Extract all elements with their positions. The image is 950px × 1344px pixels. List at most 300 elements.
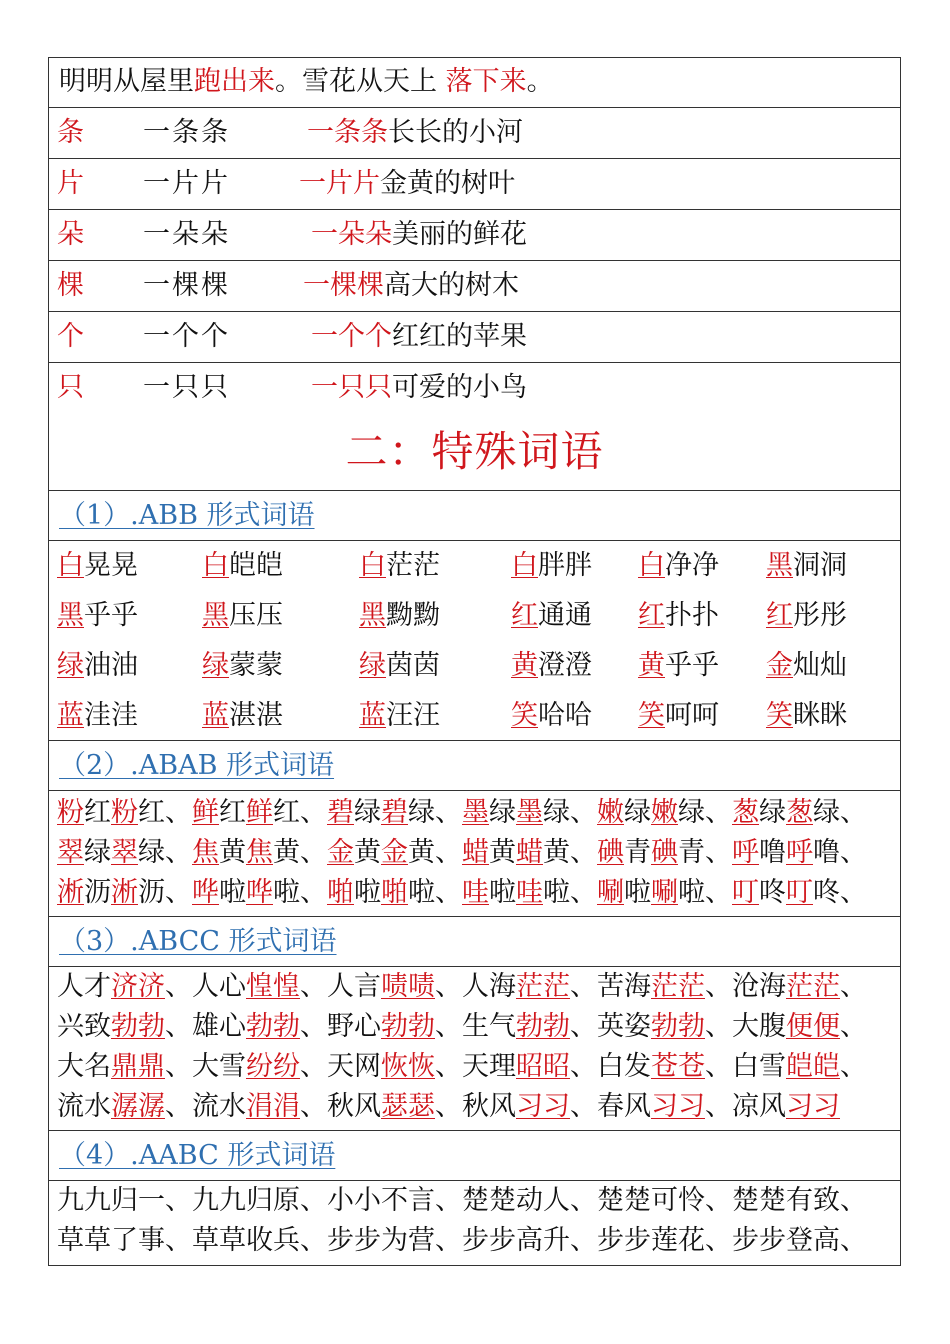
sentence-part: 明明从屋里	[59, 66, 194, 97]
aabc-word: 九九归原	[192, 1185, 300, 1216]
abb-word	[359, 541, 440, 591]
abab-word-a: 墨	[516, 797, 543, 828]
abab-word-b: 啦	[408, 877, 435, 908]
abb-word-head: 绿	[57, 650, 84, 681]
abcc-line	[57, 1047, 900, 1087]
measure-phrase-red: 一条条	[307, 117, 388, 148]
abab-word-b: 绿	[678, 797, 705, 828]
measure-phrase	[303, 261, 519, 310]
measure-repeat: 一片片	[143, 168, 230, 199]
aabc-word: 步步为营	[327, 1225, 435, 1256]
abb-word-head: 绿	[202, 650, 229, 681]
abab-word-a: 啪	[381, 877, 408, 908]
separator: 、	[705, 1225, 732, 1256]
abcc-subheading	[49, 917, 900, 967]
abb-word	[638, 641, 719, 691]
abb-word-tail: 洞洞	[793, 550, 847, 581]
abab-word-a: 焦	[192, 837, 219, 868]
separator: 、	[705, 837, 732, 868]
abcc-line	[57, 1007, 900, 1047]
abab-word-b: 啦	[678, 877, 705, 908]
separator: 、	[705, 971, 732, 1002]
measure-phrase-rest: 金黄的树叶	[380, 168, 515, 199]
worksheet-table	[48, 57, 901, 1266]
abcc-word-head: 白雪	[732, 1051, 786, 1082]
abb-word	[57, 591, 138, 641]
aabc-subheading-text: （4）.AABC 形式词语	[59, 1140, 336, 1171]
abb-word-tail: 乎乎	[84, 600, 138, 631]
abab-word-b: 啦	[543, 877, 570, 908]
abab-word-b: 黄	[408, 837, 435, 868]
section-title: 二：特殊词语	[49, 414, 900, 491]
aabc-word: 楚楚可怜	[597, 1185, 705, 1216]
abcc-word-tail: 勃勃	[651, 1011, 705, 1042]
separator: 、	[705, 1051, 732, 1082]
separator: 、	[165, 837, 192, 868]
separator: 、	[840, 837, 867, 868]
abb-word	[638, 691, 719, 741]
abab-word-b: 青	[678, 837, 705, 868]
abcc-word-head: 苦海	[597, 971, 651, 1002]
measure-char: 朵	[57, 219, 84, 250]
abcc-word-head: 大腹	[732, 1011, 786, 1042]
aabc-word: 步步登高	[732, 1225, 840, 1256]
abab-word-a: 翠	[111, 837, 138, 868]
abb-word-tail: 茵茵	[386, 650, 440, 681]
abb-word-head: 蓝	[57, 700, 84, 731]
abcc-word-tail: 茫茫	[651, 971, 705, 1002]
abab-word-a: 碧	[381, 797, 408, 828]
abb-word-tail: 澄澄	[538, 650, 592, 681]
separator: 、	[435, 1051, 462, 1082]
separator: 、	[300, 797, 327, 828]
measure-phrase-red: 一个个	[311, 321, 392, 352]
abab-word-b: 黄	[273, 837, 300, 868]
abcc-word-tail: 纷纷	[246, 1051, 300, 1082]
measure-row	[49, 261, 900, 312]
separator: 、	[435, 797, 462, 828]
abab-word-a: 粉	[111, 797, 138, 828]
abcc-word-tail: 习习	[651, 1091, 705, 1122]
abab-word-a: 粉	[57, 797, 84, 828]
abab-word-b: 绿	[408, 797, 435, 828]
abcc-word-tail: 茫茫	[786, 971, 840, 1002]
abab-word-b: 沥	[84, 877, 111, 908]
measure-char: 只	[57, 372, 84, 403]
abab-word-b: 红	[138, 797, 165, 828]
abcc-word-head: 雄心	[192, 1011, 246, 1042]
abb-word-tail: 皑皑	[229, 550, 283, 581]
abab-word-b: 红	[219, 797, 246, 828]
abcc-subheading-text: （3）.ABCC 形式词语	[59, 926, 337, 957]
abcc-word-tail: 茫茫	[516, 971, 570, 1002]
abab-word-b: 噜	[813, 837, 840, 868]
measure-repeat: 一个个	[143, 321, 230, 352]
abb-word-tail: 油油	[84, 650, 138, 681]
separator: 、	[165, 971, 192, 1002]
separator: 、	[300, 971, 327, 1002]
abb-word-tail: 灿灿	[793, 650, 847, 681]
abab-word-b: 啦	[273, 877, 300, 908]
sentence-part: 。雪花从天上	[275, 66, 446, 97]
abb-word	[202, 691, 283, 741]
separator: 、	[300, 1091, 327, 1122]
abcc-line	[57, 1087, 900, 1127]
abb-word-head: 蓝	[202, 700, 229, 731]
separator: 、	[570, 971, 597, 1002]
abab-word-b: 青	[624, 837, 651, 868]
measure-phrase-red: 一朵朵	[311, 219, 392, 250]
abab-word-b: 绿	[543, 797, 570, 828]
abab-word-a: 哗	[192, 877, 219, 908]
separator: 、	[165, 797, 192, 828]
separator: 、	[570, 1051, 597, 1082]
abab-word-a: 叮	[786, 877, 813, 908]
measure-repeat: 一棵棵	[143, 270, 230, 301]
aabc-word: 草草了事	[57, 1225, 165, 1256]
measure-repeat: 一条条	[143, 117, 230, 148]
measure-phrase-red: 一片片	[299, 168, 380, 199]
abcc-word-head: 沧海	[732, 971, 786, 1002]
abb-word-head: 绿	[359, 650, 386, 681]
abcc-word-tail: 习习	[516, 1091, 570, 1122]
separator: 、	[435, 837, 462, 868]
abab-word-b: 绿	[759, 797, 786, 828]
abab-word-block	[49, 791, 900, 917]
abcc-line	[57, 967, 900, 1007]
abb-word-tail: 湛湛	[229, 700, 283, 731]
abb-word	[57, 541, 138, 591]
measure-row	[49, 363, 900, 414]
abb-word	[57, 641, 138, 691]
abab-word-b: 啦	[354, 877, 381, 908]
separator: 、	[300, 1185, 327, 1216]
abcc-word-head: 兴致	[57, 1011, 111, 1042]
abab-word-b: 黄	[543, 837, 570, 868]
separator: 、	[435, 1225, 462, 1256]
abab-subheading	[49, 741, 900, 791]
abb-word-tail: 压压	[229, 600, 283, 631]
abb-word	[359, 641, 440, 691]
separator: 、	[300, 1051, 327, 1082]
abb-word-tail: 洼洼	[84, 700, 138, 731]
abcc-word-head: 流水	[57, 1091, 111, 1122]
aabc-word: 步步高升	[462, 1225, 570, 1256]
abb-word-head: 红	[766, 600, 793, 631]
measure-row	[49, 159, 900, 210]
aabc-word: 小小不言	[327, 1185, 435, 1216]
measure-char: 棵	[57, 270, 84, 301]
abab-word-a: 嫩	[597, 797, 624, 828]
abab-word-a: 墨	[462, 797, 489, 828]
abab-word-a: 哗	[246, 877, 273, 908]
separator: 、	[840, 1011, 867, 1042]
aabc-line	[57, 1181, 900, 1221]
measure-phrase	[311, 210, 527, 259]
abcc-word-tail: 习习	[786, 1091, 840, 1122]
abb-word-head: 黑	[57, 600, 84, 631]
abab-word-b: 绿	[138, 837, 165, 868]
abab-word-b: 咚	[813, 877, 840, 908]
measure-char: 片	[57, 168, 84, 199]
abab-word-a: 碧	[327, 797, 354, 828]
abcc-word-tail: 济济	[111, 971, 165, 1002]
abab-word-a: 呼	[732, 837, 759, 868]
measure-row	[49, 312, 900, 363]
measure-phrase-rest: 可爱的小鸟	[392, 372, 527, 403]
separator: 、	[435, 1011, 462, 1042]
abb-word	[638, 541, 719, 591]
measure-phrase	[311, 363, 527, 412]
measure-phrase	[311, 312, 527, 361]
sentence-row	[49, 58, 900, 108]
abcc-word-head: 野心	[327, 1011, 381, 1042]
aabc-word: 步步莲花	[597, 1225, 705, 1256]
aabc-word: 草草收兵	[192, 1225, 300, 1256]
abb-word	[511, 541, 592, 591]
abab-word-a: 唰	[651, 877, 678, 908]
separator: 、	[840, 797, 867, 828]
abb-word	[511, 591, 592, 641]
abcc-word-tail: 便便	[786, 1011, 840, 1042]
abb-word-tail: 通通	[538, 600, 592, 631]
abb-word-tail: 呵呵	[665, 700, 719, 731]
abab-word-b: 啦	[489, 877, 516, 908]
abab-word-b: 咚	[759, 877, 786, 908]
separator: 、	[165, 1225, 192, 1256]
abab-word-b: 噜	[759, 837, 786, 868]
aabc-line	[57, 1221, 900, 1261]
abcc-word-tail: 鼎鼎	[111, 1051, 165, 1082]
abcc-word-head: 人言	[327, 971, 381, 1002]
abb-word-tail: 茫茫	[386, 550, 440, 581]
abab-word-a: 叮	[732, 877, 759, 908]
separator: 、	[840, 1051, 867, 1082]
abab-line	[57, 793, 900, 833]
separator: 、	[570, 1185, 597, 1216]
abb-word	[766, 591, 847, 641]
abcc-word-head: 人才	[57, 971, 111, 1002]
separator: 、	[705, 797, 732, 828]
separator: 、	[165, 1011, 192, 1042]
measure-char: 个	[57, 321, 84, 352]
separator: 、	[570, 1225, 597, 1256]
aabc-word: 楚楚有致	[732, 1185, 840, 1216]
separator: 、	[165, 1091, 192, 1122]
abab-word-a: 碘	[597, 837, 624, 868]
abab-word-a: 淅	[57, 877, 84, 908]
abb-word-head: 笑	[511, 700, 538, 731]
measure-phrase-rest: 红红的苹果	[392, 321, 527, 352]
abcc-word-head: 人心	[192, 971, 246, 1002]
abb-word-head: 黑	[359, 600, 386, 631]
abab-word-b: 啦	[219, 877, 246, 908]
aabc-subheading	[49, 1131, 900, 1181]
abcc-word-head: 天理	[462, 1051, 516, 1082]
abcc-word-tail: 惶惶	[246, 971, 300, 1002]
separator: 、	[705, 1091, 732, 1122]
measure-phrase-rest: 高大的树木	[384, 270, 519, 301]
abb-subheading	[49, 491, 900, 541]
separator: 、	[840, 1225, 867, 1256]
abcc-word-tail: 瑟瑟	[381, 1091, 435, 1122]
abb-word-head: 黄	[638, 650, 665, 681]
abb-word-tail: 汪汪	[386, 700, 440, 731]
abb-word	[202, 591, 283, 641]
abab-word-a: 啪	[327, 877, 354, 908]
abab-line	[57, 873, 900, 913]
aabc-word-block	[49, 1181, 900, 1265]
sentence-highlight: 落下来	[445, 66, 527, 97]
aabc-word: 九九归一	[57, 1185, 165, 1216]
abb-word	[511, 691, 592, 741]
abab-word-a: 唰	[597, 877, 624, 908]
abb-word	[766, 541, 847, 591]
separator: 、	[435, 1091, 462, 1122]
measure-row	[49, 108, 900, 159]
abcc-word-tail: 勃勃	[246, 1011, 300, 1042]
abb-subheading-text: （1）.ABB 形式词语	[59, 500, 315, 531]
aabc-word: 楚楚动人	[462, 1185, 570, 1216]
abab-word-a: 葱	[786, 797, 813, 828]
separator: 、	[705, 1185, 732, 1216]
separator: 、	[705, 877, 732, 908]
abb-word-head: 白	[202, 550, 229, 581]
abb-word-tail: 净净	[665, 550, 719, 581]
abb-word-head: 笑	[766, 700, 793, 731]
abb-word-tail: 蒙蒙	[229, 650, 283, 681]
abb-word-tail: 胖胖	[538, 550, 592, 581]
separator: 、	[570, 797, 597, 828]
abab-word-b: 绿	[84, 837, 111, 868]
abcc-word-head: 白发	[597, 1051, 651, 1082]
abab-subheading-text: （2）.ABAB 形式词语	[59, 750, 335, 781]
abab-word-b: 绿	[813, 797, 840, 828]
measure-row	[49, 210, 900, 261]
abb-word-head: 蓝	[359, 700, 386, 731]
abab-word-a: 鲜	[192, 797, 219, 828]
separator: 、	[165, 1185, 192, 1216]
abab-word-a: 金	[327, 837, 354, 868]
abcc-word-head: 英姿	[597, 1011, 651, 1042]
abcc-word-head: 秋风	[462, 1091, 516, 1122]
abcc-word-head: 凉风	[732, 1091, 786, 1122]
abab-word-a: 哇	[462, 877, 489, 908]
measure-phrase-rest: 美丽的鲜花	[392, 219, 527, 250]
abb-word	[766, 641, 847, 691]
abb-word-tail: 哈哈	[538, 700, 592, 731]
separator: 、	[840, 1185, 867, 1216]
abb-word-head: 白	[359, 550, 386, 581]
abb-word-tail: 扑扑	[665, 600, 719, 631]
abcc-word-tail: 勃勃	[381, 1011, 435, 1042]
measure-char: 条	[57, 117, 84, 148]
abb-word-tail: 彤彤	[793, 600, 847, 631]
abcc-word-head: 秋风	[327, 1091, 381, 1122]
measure-phrase-red: 一棵棵	[303, 270, 384, 301]
abab-word-a: 呼	[786, 837, 813, 868]
abcc-word-tail: 涓涓	[246, 1091, 300, 1122]
abab-word-b: 红	[273, 797, 300, 828]
abb-word-tail: 眯眯	[793, 700, 847, 731]
separator: 、	[165, 1051, 192, 1082]
abcc-word-tail: 苍苍	[651, 1051, 705, 1082]
abab-word-b: 红	[84, 797, 111, 828]
measure-phrase	[299, 159, 515, 208]
abab-word-a: 哇	[516, 877, 543, 908]
abb-word	[57, 691, 138, 741]
separator: 、	[435, 971, 462, 1002]
abab-word-b: 绿	[489, 797, 516, 828]
measure-repeat: 一只只	[143, 372, 230, 403]
abcc-word-head: 生气	[462, 1011, 516, 1042]
abab-word-a: 淅	[111, 877, 138, 908]
abb-word-head: 白	[57, 550, 84, 581]
abb-word-head: 白	[511, 550, 538, 581]
abab-word-a: 碘	[651, 837, 678, 868]
abcc-word-tail: 昭昭	[516, 1051, 570, 1082]
abb-word	[359, 591, 440, 641]
abb-word-head: 白	[638, 550, 665, 581]
separator: 、	[570, 1091, 597, 1122]
abab-word-b: 黄	[354, 837, 381, 868]
abb-word	[766, 691, 847, 741]
separator: 、	[300, 1225, 327, 1256]
abab-word-a: 翠	[57, 837, 84, 868]
abab-word-b: 黄	[219, 837, 246, 868]
separator: 、	[165, 877, 192, 908]
separator: 、	[435, 1185, 462, 1216]
separator: 、	[840, 877, 867, 908]
abab-word-a: 葱	[732, 797, 759, 828]
abab-word-a: 焦	[246, 837, 273, 868]
abab-word-a: 鲜	[246, 797, 273, 828]
abcc-word-head: 春风	[597, 1091, 651, 1122]
abcc-word-tail: 恢恢	[381, 1051, 435, 1082]
abcc-word-tail: 勃勃	[111, 1011, 165, 1042]
abcc-word-tail: 皑皑	[786, 1051, 840, 1082]
abb-word	[511, 641, 592, 691]
separator: 、	[840, 971, 867, 1002]
abab-word-a: 蜡	[516, 837, 543, 868]
abb-word	[359, 691, 440, 741]
separator: 、	[570, 1011, 597, 1042]
abcc-word-tail: 潺潺	[111, 1091, 165, 1122]
separator: 、	[300, 1011, 327, 1042]
abb-word-head: 红	[638, 600, 665, 631]
abcc-word-head: 大名	[57, 1051, 111, 1082]
abb-word-head: 黑	[766, 550, 793, 581]
abb-word-head: 笑	[638, 700, 665, 731]
measure-phrase-rest: 长长的小河	[388, 117, 523, 148]
abcc-word-tail: 啧啧	[381, 971, 435, 1002]
abb-word-head: 金	[766, 650, 793, 681]
abb-word-head: 红	[511, 600, 538, 631]
separator: 、	[300, 837, 327, 868]
abab-word-b: 绿	[624, 797, 651, 828]
separator: 、	[435, 877, 462, 908]
abab-word-a: 嫩	[651, 797, 678, 828]
abab-word-b: 啦	[624, 877, 651, 908]
abb-word-grid	[49, 541, 900, 741]
abb-word-head: 黄	[511, 650, 538, 681]
abb-word-tail: 黝黝	[386, 600, 440, 631]
separator: 、	[705, 1011, 732, 1042]
separator: 、	[570, 837, 597, 868]
abcc-word-head: 人海	[462, 971, 516, 1002]
abcc-word-block	[49, 967, 900, 1131]
abab-word-a: 蜡	[462, 837, 489, 868]
